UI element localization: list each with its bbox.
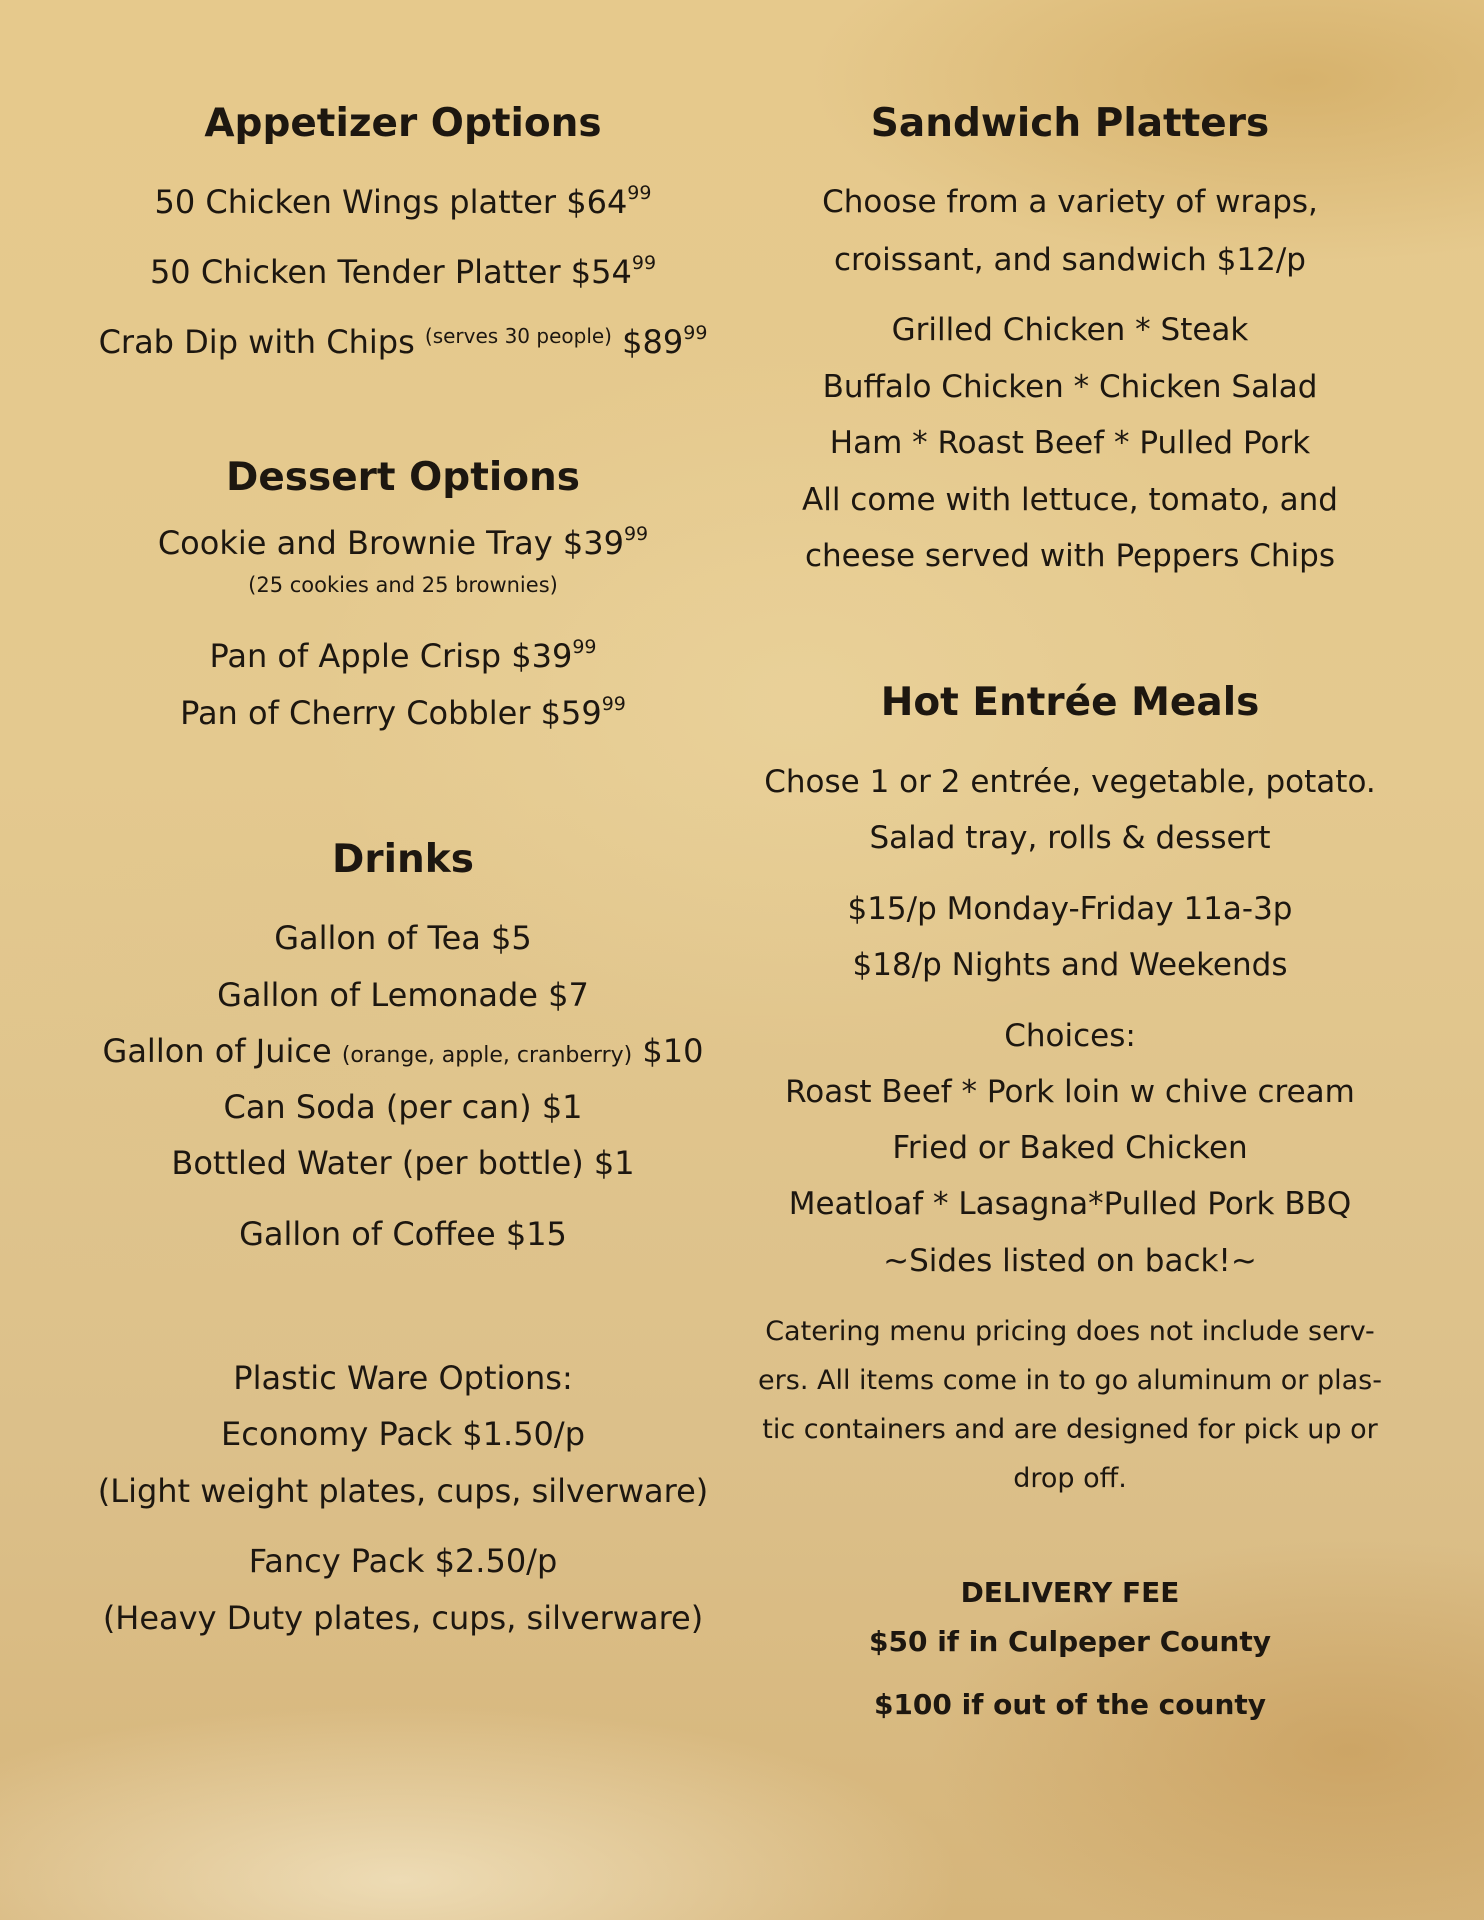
hot-entree-desc: Salad tray, rolls & dessert bbox=[869, 820, 1271, 856]
plasticware-fancy-detail: (Heavy Duty plates, cups, silverware) bbox=[102, 1599, 704, 1637]
item-price: $89 bbox=[622, 323, 684, 361]
choice-item: Roast Beef * Pork loin w chive cream bbox=[785, 1074, 1355, 1110]
disclaimer-line: drop off. bbox=[1013, 1463, 1127, 1494]
delivery-out-county: $100 if out of the county bbox=[873, 1688, 1267, 1721]
drink-item: Gallon of Tea $5 bbox=[274, 919, 532, 957]
item-cents: 99 bbox=[683, 322, 708, 344]
appetizer-title: Appetizer Options bbox=[204, 101, 602, 146]
item-cents: 99 bbox=[572, 636, 597, 658]
drink-item: Gallon of Coffee $15 bbox=[239, 1215, 567, 1253]
hot-entree-price: $18/p Nights and Weekends bbox=[852, 947, 1288, 983]
dessert-title: Dessert Options bbox=[225, 455, 580, 500]
item-cents: 99 bbox=[631, 252, 657, 274]
plasticware-fancy: Fancy Pack $2.50/p bbox=[248, 1542, 558, 1580]
drink-item: Bottled Water (per bottle) $1 bbox=[171, 1144, 635, 1182]
dessert-item bbox=[80, 693, 726, 732]
item-label: 50 Chicken Wings platter $64 bbox=[154, 183, 628, 221]
dessert-item bbox=[80, 523, 726, 562]
choice-item: Meatloaf * Lasagna*Pulled Pork BBQ bbox=[788, 1186, 1352, 1222]
hot-entree-desc: Chose 1 or 2 entrée, vegetable, potato. bbox=[764, 764, 1376, 800]
drinks-title: Drinks bbox=[332, 837, 474, 882]
plasticware-title: Plastic Ware Options: bbox=[233, 1359, 573, 1397]
disclaimer-line: Catering menu pricing does not include serv- bbox=[765, 1316, 1375, 1347]
item-cents: 99 bbox=[601, 693, 626, 715]
disclaimer-line: ers. All items come in to go aluminum or plas- bbox=[758, 1365, 1382, 1396]
sandwich-toppings: All come with lettuce, tomato, and bbox=[802, 482, 1338, 518]
plasticware-economy-detail: (Light weight plates, cups, silverware) bbox=[97, 1472, 709, 1510]
item-price: $10 bbox=[642, 1032, 704, 1070]
sandwich-options: Ham * Roast Beef * Pulled Pork bbox=[829, 425, 1311, 461]
hot-entree-title: Hot Entrée Meals bbox=[880, 680, 1260, 725]
item-cents: 99 bbox=[623, 523, 649, 545]
item-label: Pan of Cherry Cobbler $59 bbox=[180, 694, 602, 732]
drink-item: Can Soda (per can) $1 bbox=[223, 1088, 583, 1126]
choice-item: Fried or Baked Chicken bbox=[892, 1130, 1248, 1166]
item-note: (orange, apple, cranberry) bbox=[341, 1043, 633, 1068]
dessert-detail: (25 cookies and 25 brownies) bbox=[248, 573, 558, 597]
sandwich-toppings: cheese served with Peppers Chips bbox=[804, 538, 1336, 574]
drink-item bbox=[80, 1032, 726, 1070]
item-cents: 99 bbox=[627, 182, 652, 204]
sandwich-options: Buffalo Chicken * Chicken Salad bbox=[822, 369, 1318, 405]
disclaimer-line: tic containers and are designed for pick up or bbox=[762, 1414, 1378, 1445]
item-label: Crab Dip with Chips bbox=[98, 323, 415, 361]
sandwich-options: Grilled Chicken * Steak bbox=[891, 312, 1249, 348]
dessert-item bbox=[80, 636, 726, 675]
sides-note: ~Sides listed on back!~ bbox=[883, 1243, 1257, 1279]
item-label: Cookie and Brownie Tray $39 bbox=[157, 524, 624, 562]
plasticware-economy: Economy Pack $1.50/p bbox=[221, 1415, 585, 1453]
sandwich-intro: Choose from a variety of wraps, bbox=[822, 184, 1318, 220]
appetizer-item bbox=[80, 252, 726, 291]
appetizer-item bbox=[80, 322, 726, 361]
item-label: 50 Chicken Tender Platter $54 bbox=[149, 253, 632, 291]
appetizer-item bbox=[80, 182, 726, 221]
choices-label: Choices: bbox=[1004, 1018, 1136, 1054]
hot-entree-price: $15/p Monday-Friday 11a-3p bbox=[847, 891, 1293, 927]
item-note: (serves 30 people) bbox=[424, 324, 612, 348]
item-label: Gallon of Juice bbox=[102, 1032, 332, 1070]
item-label: Pan of Apple Crisp $39 bbox=[209, 637, 573, 675]
sandwich-intro: croissant, and sandwich $12/p bbox=[834, 242, 1306, 278]
drink-item: Gallon of Lemonade $7 bbox=[217, 976, 589, 1014]
delivery-title: DELIVERY FEE bbox=[960, 1576, 1180, 1609]
sandwich-title: Sandwich Platters bbox=[870, 101, 1270, 146]
delivery-in-county: $50 if in Culpeper County bbox=[869, 1625, 1271, 1658]
